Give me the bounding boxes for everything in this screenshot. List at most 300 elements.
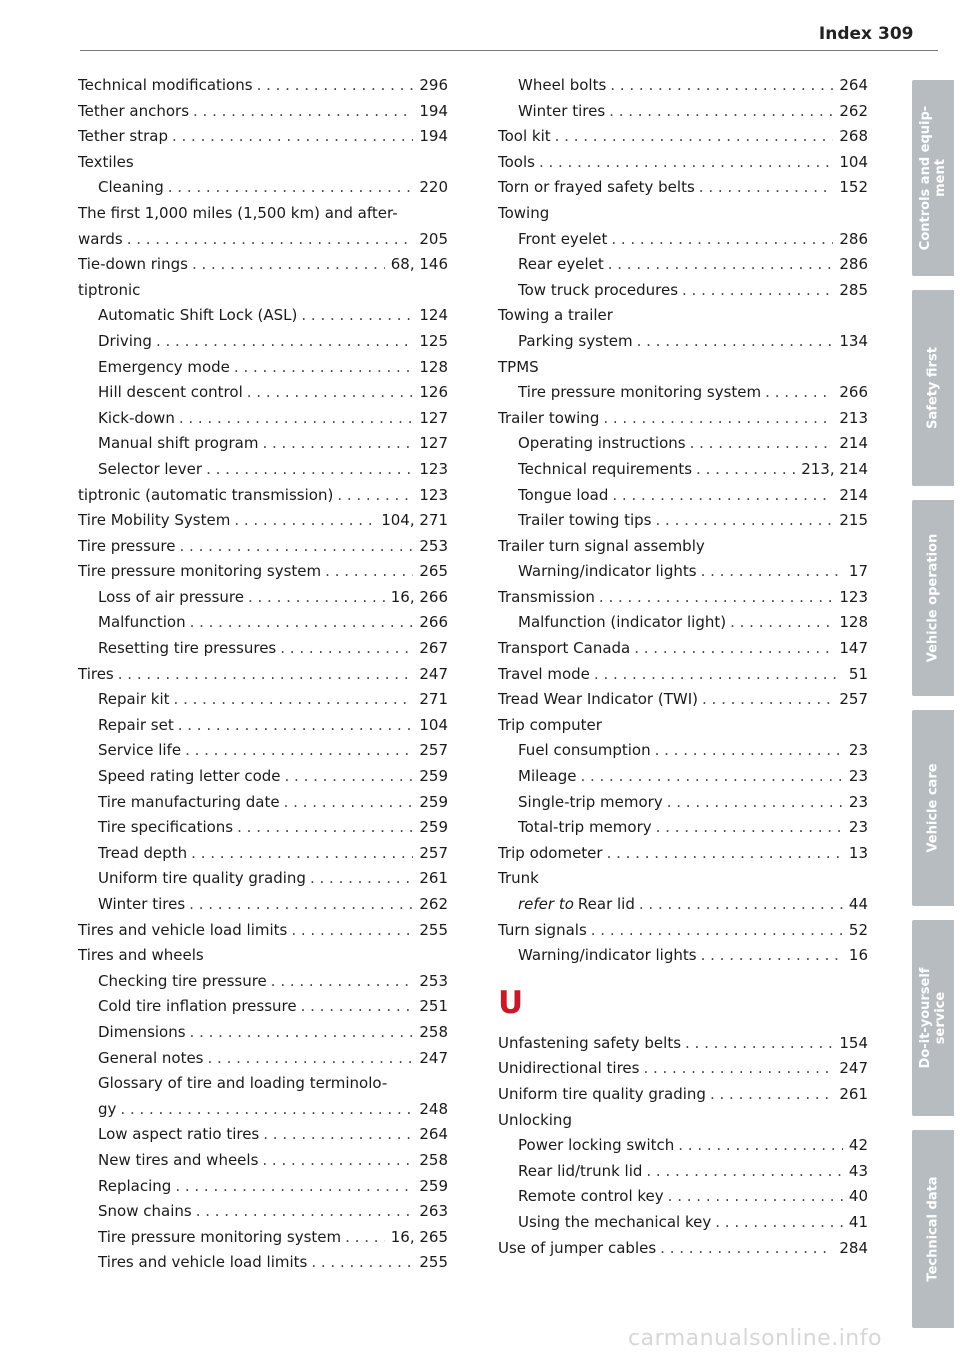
dot-leader [271, 969, 414, 995]
index-heading [498, 201, 868, 227]
index-term: Malfunction [98, 613, 186, 632]
index-term: Turn signals [498, 920, 587, 939]
index-subentry [498, 73, 868, 99]
page-reference: 104 [839, 152, 868, 171]
index-term: Tire specifications [98, 818, 234, 837]
index-subentry [498, 252, 868, 278]
page-reference: 261 [419, 869, 448, 888]
dot-leader [325, 559, 413, 585]
dot-leader [280, 636, 413, 662]
index-subentry [498, 790, 868, 816]
index-entry [78, 918, 448, 944]
index-term: Cleaning [98, 178, 164, 197]
dot-leader [696, 457, 795, 483]
index-term: Trip computer [498, 715, 602, 734]
index-subentry [78, 969, 448, 995]
index-subentry [78, 329, 448, 355]
dot-leader [699, 175, 834, 201]
page-reference: 68, 146 [390, 255, 448, 274]
page-reference: 257 [839, 690, 868, 709]
index-subentry [78, 303, 448, 329]
index-subentry [78, 1097, 448, 1123]
index-subentry [78, 1174, 448, 1200]
index-term: Cold tire inflation pressure [98, 997, 297, 1016]
dot-leader [168, 175, 414, 201]
index-entry [78, 559, 448, 585]
index-subentry [498, 483, 868, 509]
page-reference: 104 [419, 715, 448, 734]
index-term: Low aspect ratio tires [98, 1125, 260, 1144]
chapter-tab[interactable] [912, 80, 954, 276]
index-subentry [78, 380, 448, 406]
index-term: Towing [498, 203, 550, 222]
index-entry [498, 687, 868, 713]
index-subentry [498, 610, 868, 636]
dot-leader [608, 252, 834, 278]
index-term: Tie-down rings [78, 255, 188, 274]
index-subentry [498, 892, 868, 918]
page-reference: 262 [839, 101, 868, 120]
index-letter-heading: U [498, 984, 524, 1021]
page-reference: 17 [848, 562, 868, 581]
index-entry [78, 662, 448, 688]
chapter-tab-label [926, 1176, 941, 1281]
dot-leader [607, 841, 843, 867]
index-term: tiptronic [78, 280, 141, 299]
index-term: Towing a trailer [498, 306, 613, 325]
index-term: Fuel consumption [518, 741, 651, 760]
chapter-tab[interactable] [912, 290, 954, 486]
page-reference: 284 [839, 1238, 868, 1257]
index-term: Tire pressure monitoring system [518, 383, 762, 402]
dot-leader [643, 1056, 833, 1082]
index-entry [78, 99, 448, 125]
header-divider [80, 50, 938, 51]
index-term: Checking tire pressure [98, 971, 267, 990]
index-term: Emergency mode [98, 357, 230, 376]
index-term: Use of jumper cables [498, 1238, 657, 1257]
index-term: Trunk [498, 869, 539, 888]
index-term: Service life [98, 741, 182, 760]
index-heading [78, 150, 448, 176]
index-term: Technical requirements [518, 459, 693, 478]
index-subentry [78, 1148, 448, 1174]
index-subentry [78, 1225, 448, 1251]
index-subentry [498, 764, 868, 790]
page-reference: 52 [848, 920, 868, 939]
dot-leader [682, 278, 833, 304]
index-term: Power locking switch [518, 1136, 675, 1155]
dot-leader [634, 636, 833, 662]
page-reference: 257 [419, 741, 448, 760]
index-term: Tow truck procedures [518, 280, 679, 299]
index-term: Driving [98, 331, 152, 350]
chapter-tab-label-line: Vehicle care [925, 763, 941, 853]
index-term: Unfastening safety belts [498, 1033, 682, 1052]
page-reference: 267 [419, 639, 448, 658]
index-term: Tire manufacturing date [98, 792, 280, 811]
index-term: Dimensions [98, 1022, 186, 1041]
page-reference: 127 [419, 434, 448, 453]
page-reference: 266 [419, 613, 448, 632]
dot-leader [591, 918, 843, 944]
index-entry [498, 841, 868, 867]
index-subentry [78, 1046, 448, 1072]
index-subentry [498, 1184, 868, 1210]
index-heading [498, 713, 868, 739]
index-entry [498, 150, 868, 176]
index-entry [78, 483, 448, 509]
index-subentry [78, 892, 448, 918]
page-reference: 247 [839, 1059, 868, 1078]
index-entry [78, 73, 448, 99]
dot-leader [174, 687, 414, 713]
chapter-tab[interactable] [912, 1130, 954, 1328]
index-term: Technical modifications [78, 76, 253, 94]
index-term: Trip odometer [498, 843, 603, 862]
index-subentry [78, 764, 448, 790]
index-subentry [78, 738, 448, 764]
index-entry [498, 585, 868, 611]
dot-leader [185, 738, 413, 764]
index-term: Tire pressure monitoring system [78, 562, 322, 581]
index-subentry [78, 1020, 448, 1046]
index-subentry [498, 99, 868, 125]
index-subentry [78, 431, 448, 457]
dot-leader [172, 124, 413, 150]
index-term: Loss of air pressure [98, 587, 244, 606]
page-reference: 215 [839, 511, 868, 530]
page-reference: 261 [839, 1084, 868, 1103]
page-reference: 123 [419, 459, 448, 478]
dot-leader [247, 380, 414, 406]
index-term: Total-trip memory [518, 818, 652, 837]
index-subentry [78, 790, 448, 816]
dot-leader [175, 1174, 413, 1200]
page-reference: 251 [419, 997, 448, 1016]
dot-leader [345, 1225, 385, 1251]
page-reference: 194 [419, 127, 448, 146]
page-reference: 285 [839, 280, 868, 299]
index-subentry [78, 841, 448, 867]
dot-leader [612, 483, 833, 509]
page-reference: 214 [839, 485, 868, 504]
chapter-tab[interactable] [912, 500, 954, 696]
page-reference: 147 [839, 639, 868, 658]
page-reference: 213, 214 [801, 459, 868, 478]
index-subentry [498, 431, 868, 457]
page-reference: 264 [419, 1125, 448, 1144]
index-term: Transmission [498, 587, 595, 606]
page-reference: 220 [419, 178, 448, 197]
page-reference: 23 [848, 818, 868, 837]
dot-leader [190, 610, 414, 636]
dot-leader [603, 406, 833, 432]
dot-leader [196, 1199, 414, 1225]
page-reference: 51 [848, 664, 868, 683]
index-term: Tires and wheels [78, 946, 204, 965]
index-subentry [498, 508, 868, 534]
index-term: Tongue load [518, 485, 609, 504]
index-term: The first 1,000 miles (1,500 km) and after- [78, 203, 398, 222]
dot-leader [234, 355, 413, 381]
page-reference: 248 [419, 1099, 448, 1118]
dot-leader [610, 73, 833, 99]
page-reference: 268 [839, 127, 868, 146]
page-reference: 41 [848, 1212, 868, 1231]
index-term: Transport Canada [498, 639, 631, 658]
chapter-tab[interactable] [912, 710, 954, 906]
index-term: wards [78, 229, 123, 248]
index-subentry [78, 457, 448, 483]
index-term: Manual shift program [98, 434, 259, 453]
page-reference: 16, 266 [390, 587, 448, 606]
index-term: Mileage [518, 767, 577, 786]
index-term: Unlocking [498, 1110, 572, 1129]
index-term: Repair kit [98, 690, 170, 709]
dot-leader [655, 738, 843, 764]
dot-leader [539, 150, 833, 176]
index-subentry [498, 943, 868, 969]
dot-leader [120, 1097, 413, 1123]
page-reference: 266 [839, 383, 868, 402]
dot-leader [685, 1031, 833, 1057]
dot-leader [180, 534, 414, 560]
page-reference: 214 [839, 434, 868, 453]
index-term: Warning/indicator lights [518, 946, 697, 965]
page-reference: 205 [419, 229, 448, 248]
index-subentry [78, 1250, 448, 1276]
index-entry [498, 636, 868, 662]
index-term: Remote control key [518, 1187, 664, 1206]
dot-leader [701, 559, 843, 585]
chapter-tab[interactable] [912, 920, 954, 1116]
dot-leader [284, 790, 414, 816]
index-heading [78, 201, 448, 227]
index-subentry [498, 278, 868, 304]
page-reference: 257 [419, 843, 448, 862]
dot-leader [191, 841, 413, 867]
page-reference: 123 [419, 485, 448, 504]
index-entry [498, 175, 868, 201]
page-number: 309 [878, 24, 914, 44]
page-reference: 13 [848, 843, 868, 862]
index-entry [78, 252, 448, 278]
page-reference: 253 [419, 536, 448, 555]
dot-leader [678, 1133, 843, 1159]
index-term: Selector lever [98, 459, 203, 478]
dot-leader [248, 585, 385, 611]
index-term: Tether strap [78, 127, 168, 146]
index-subentry [498, 815, 868, 841]
chapter-tab-label-line: Controls and equip- [918, 105, 933, 251]
page-reference: 23 [848, 741, 868, 760]
index-entry [498, 662, 868, 688]
index-entry [78, 534, 448, 560]
page-reference: 128 [839, 613, 868, 632]
dot-leader [189, 892, 413, 918]
index-subentry [498, 738, 868, 764]
page-reference: 104, 271 [381, 511, 448, 530]
index-term: Single-trip memory [518, 792, 663, 811]
index-term: Tread depth [98, 843, 188, 862]
index-subentry [498, 227, 868, 253]
dot-leader [701, 943, 843, 969]
dot-leader [156, 329, 413, 355]
dot-leader [639, 892, 843, 918]
dot-leader [263, 1122, 413, 1148]
index-term: Repair set [98, 715, 174, 734]
page-reference: 125 [419, 331, 448, 350]
page-reference: 259 [419, 767, 448, 786]
dot-leader [337, 483, 413, 509]
page-reference: 259 [419, 1176, 448, 1195]
index-subentry [78, 1122, 448, 1148]
index-term: Tire pressure [78, 536, 176, 555]
chapter-tab-label-line: Do-it-yourself [918, 967, 933, 1069]
index-term: Tool kit [498, 127, 551, 146]
index-column-right [498, 73, 868, 1261]
index-subentry [498, 559, 868, 585]
index-term: Tires and vehicle load limits [78, 920, 288, 939]
index-subentry [78, 994, 448, 1020]
index-subentry [78, 636, 448, 662]
dot-leader [285, 764, 414, 790]
cross-reference-prefix: refer to [518, 895, 574, 913]
page-reference: 255 [419, 920, 448, 939]
index-term: Trailer towing tips [518, 511, 652, 530]
page-reference: 44 [848, 895, 868, 913]
dot-leader [310, 866, 413, 892]
index-term: Tire pressure monitoring system [98, 1227, 342, 1246]
index-term: General notes [98, 1048, 204, 1067]
index-term: Tire Mobility System [78, 511, 231, 530]
dot-leader [765, 380, 833, 406]
chapter-tab-label-line: ment [933, 159, 948, 197]
page-reference: 247 [419, 1048, 448, 1067]
page-reference: 134 [839, 331, 868, 350]
index-subentry [78, 815, 448, 841]
page-reference: 265 [419, 562, 448, 581]
chapter-tab-label-line: Technical data [925, 1176, 941, 1282]
dot-leader [702, 687, 833, 713]
index-term: Wheel bolts [518, 76, 607, 94]
index-term: Resetting tire pressures [98, 639, 277, 658]
index-term: Torn or frayed safety belts [498, 178, 695, 197]
index-term: Replacing [98, 1176, 172, 1195]
watermark: carmanualsonline.info [628, 1326, 882, 1351]
index-heading [78, 278, 448, 304]
index-entry [498, 1031, 868, 1057]
index-term: Rear lid [577, 895, 635, 913]
index-term: Tread Wear Indicator (TWI) [498, 690, 698, 709]
chapter-tab-label [926, 347, 941, 429]
index-term: Textiles [78, 152, 134, 171]
index-entry [78, 124, 448, 150]
index-term: Trailer turn signal assembly [498, 536, 705, 555]
index-subentry [78, 585, 448, 611]
dot-leader [237, 815, 413, 841]
index-entry [78, 508, 448, 534]
dot-leader [206, 457, 413, 483]
index-term: tiptronic (automatic transmission) [78, 485, 334, 504]
index-term: Parking system [518, 331, 633, 350]
dot-leader [611, 227, 833, 253]
chapter-tab-label-line: service [933, 991, 948, 1045]
index-heading [498, 866, 868, 892]
index-heading [498, 534, 868, 560]
index-term: Tools [498, 152, 535, 171]
page-reference: 124 [419, 306, 448, 325]
dot-leader [599, 585, 833, 611]
dot-leader [730, 610, 833, 636]
index-subentry [78, 1199, 448, 1225]
page-reference: 263 [419, 1202, 448, 1221]
index-heading [78, 1071, 448, 1097]
page-reference: 259 [419, 818, 448, 837]
dot-leader [301, 994, 414, 1020]
page-reference: 258 [419, 1150, 448, 1169]
index-subentry [498, 1133, 868, 1159]
dot-leader [609, 99, 833, 125]
page-reference: 43 [848, 1161, 868, 1180]
page-reference: 127 [419, 408, 448, 427]
page-reference: 262 [419, 895, 448, 913]
dot-leader [291, 918, 413, 944]
dot-leader [127, 227, 414, 253]
page-reference: 128 [419, 357, 448, 376]
page-reference: 286 [839, 255, 868, 274]
index-subentry [78, 175, 448, 201]
index-subentry [498, 380, 868, 406]
dot-leader [190, 1020, 414, 1046]
chapter-tab-label [918, 106, 948, 250]
index-subentry [78, 355, 448, 381]
page-reference: 271 [419, 690, 448, 709]
index-term: gy [98, 1099, 117, 1118]
page-reference: 152 [839, 178, 868, 197]
dot-leader [192, 252, 385, 278]
index-subentry [498, 1159, 868, 1185]
dot-leader [667, 790, 843, 816]
dot-leader [301, 303, 413, 329]
index-entry [498, 1236, 868, 1262]
page-reference: 154 [839, 1033, 868, 1052]
index-heading [498, 355, 868, 381]
index-term: Front eyelet [518, 229, 608, 248]
page-reference: 42 [848, 1136, 868, 1155]
page-reference: 194 [419, 101, 448, 120]
dot-leader [193, 99, 413, 125]
index-term: Unidirectional tires [498, 1059, 640, 1078]
dot-leader [656, 815, 843, 841]
index-entry [498, 1056, 868, 1082]
dot-leader [660, 1236, 833, 1262]
dot-leader [580, 764, 842, 790]
index-entry [498, 406, 868, 432]
index-term: TPMS [498, 357, 539, 376]
index-heading [78, 943, 448, 969]
dot-leader [594, 662, 843, 688]
page-reference: 253 [419, 971, 448, 990]
dot-leader [234, 508, 375, 534]
page-reference: 16 [848, 946, 868, 965]
index-term: Speed rating letter code [98, 767, 281, 786]
dot-leader [178, 713, 414, 739]
index-term: Travel mode [498, 664, 590, 683]
index-term: Uniform tire quality grading [498, 1084, 706, 1103]
dot-leader [690, 431, 834, 457]
